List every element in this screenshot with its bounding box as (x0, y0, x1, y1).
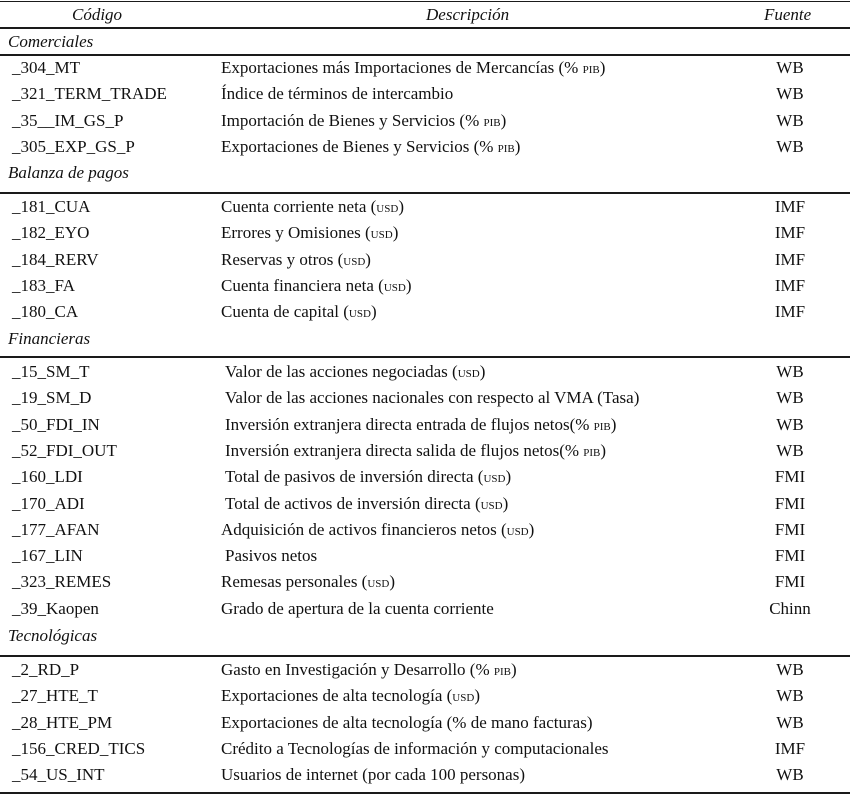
indicator-source: IMF (774, 739, 806, 758)
indicator-source: WB (776, 111, 804, 130)
indicator-source: WB (776, 441, 804, 460)
indicator-source: IMF (774, 302, 806, 321)
category-rule (0, 356, 850, 358)
indicator-source: WB (776, 388, 804, 407)
indicator-source: WB (776, 686, 804, 705)
indicator-code: _323_REMES (12, 572, 112, 591)
unit-label: usd (452, 688, 475, 705)
indicator-code: _184_RERV (12, 250, 99, 269)
indicator-source: FMI (774, 467, 806, 486)
unit-label: usd (383, 278, 406, 295)
unit-label: pib (582, 60, 600, 77)
indicator-description: Índice de términos de intercambio (221, 84, 454, 103)
indicator-description: Crédito a Tecnologías de información y computacionales (221, 739, 609, 758)
unit-label: usd (376, 199, 399, 216)
indicator-code: _181_CUA (12, 197, 91, 216)
header-code: Código (72, 5, 123, 24)
unit-label: usd (457, 364, 480, 381)
indicator-description: Cuenta de capital (usd) (221, 302, 377, 321)
indicator-source: IMF (774, 250, 806, 269)
unit-label: usd (343, 252, 366, 269)
indicator-code: _2_RD_P (12, 660, 80, 679)
indicator-source: IMF (774, 197, 806, 216)
indicator-code: _177_AFAN (12, 520, 100, 539)
indicator-source: WB (776, 84, 804, 103)
indicator-description: Exportaciones más Importaciones de Mercancías (% pib) (221, 58, 606, 77)
category-label: Tecnológicas (8, 626, 98, 645)
indicator-source: WB (776, 137, 804, 156)
indicator-code: _50_FDI_IN (12, 415, 100, 434)
indicator-source: FMI (774, 546, 806, 565)
indicator-code: _35__IM_GS_P (12, 111, 124, 130)
bottom-rule (0, 792, 850, 794)
indicator-source: IMF (774, 276, 806, 295)
unit-label: usd (370, 225, 393, 242)
indicator-description: Valor de las acciones negociadas (usd) (225, 362, 486, 381)
indicator-description: Total de activos de inversión directa (usd) (225, 494, 509, 513)
indicator-description: Usuarios de internet (por cada 100 personas) (221, 765, 526, 784)
indicator-code: _170_ADI (12, 494, 85, 513)
indicator-code: _39_Kaopen (12, 599, 99, 618)
indicator-code: _156_CRED_TICS (12, 739, 146, 758)
indicator-code: _183_FA (12, 276, 75, 295)
indicator-description: Total de pasivos de inversión directa (usd) (225, 467, 512, 486)
unit-label: pib (493, 662, 511, 679)
indicator-source: WB (776, 58, 804, 77)
indicator-description: Exportaciones de Bienes y Servicios (% pib) (221, 137, 521, 156)
category-rule (0, 192, 850, 194)
indicator-source: WB (776, 660, 804, 679)
indicator-code: _304_MT (12, 58, 80, 77)
indicator-description: Valor de las acciones nacionales con respecto al VMA (Tasa) (225, 388, 640, 407)
indicator-description: Adquisición de activos financieros netos (usd) (221, 520, 535, 539)
indicator-code: _180_CA (12, 302, 79, 321)
category-label: Balanza de pagos (8, 163, 129, 182)
indicator-code: _52_FDI_OUT (12, 441, 117, 460)
indicator-source: FMI (774, 572, 806, 591)
category-label: Financieras (8, 329, 91, 348)
indicator-description: Inversión extranjera directa entrada de flujos netos(% pib) (225, 415, 617, 434)
header-source: Fuente (764, 5, 812, 24)
indicator-description: Exportaciones de alta tecnología (% de mano facturas) (221, 713, 593, 732)
indicator-source: IMF (774, 223, 806, 242)
unit-label: pib (593, 417, 611, 434)
category-rule (0, 655, 850, 657)
indicator-description: Inversión extranjera directa salida de flujos netos(% pib) (225, 441, 607, 460)
header-description: Descripción (426, 5, 510, 24)
indicator-description: Reservas y otros (usd) (221, 250, 371, 269)
indicator-code: _28_HTE_PM (12, 713, 113, 732)
indicator-source: FMI (774, 494, 806, 513)
unit-label: pib (483, 113, 501, 130)
unit-label: usd (480, 496, 503, 513)
indicator-code: _160_LDI (12, 467, 83, 486)
indicator-description: Importación de Bienes y Servicios (% pib) (221, 111, 507, 130)
indicator-code: _19_SM_D (12, 388, 92, 407)
indicator-code: _305_EXP_GS_P (12, 137, 135, 156)
indicator-description: Pasivos netos (225, 546, 318, 565)
indicator-source: WB (776, 362, 804, 381)
indicator-source: WB (776, 713, 804, 732)
indicator-description: Cuenta financiera neta (usd) (221, 276, 412, 295)
indicator-description: Remesas personales (usd) (221, 572, 396, 591)
indicator-source: WB (776, 765, 804, 784)
unit-label: usd (367, 574, 390, 591)
indicator-code: _167_LIN (12, 546, 83, 565)
unit-label: pib (583, 443, 601, 460)
indicator-code: _27_HTE_T (12, 686, 98, 705)
indicator-source: Chinn (769, 599, 811, 618)
indicator-source: WB (776, 415, 804, 434)
indicator-code: _54_US_INT (12, 765, 105, 784)
category-label: Comerciales (8, 32, 94, 51)
unit-label: pib (497, 139, 515, 156)
unit-label: usd (483, 469, 506, 486)
indicator-description: Grado de apertura de la cuenta corriente (221, 599, 494, 618)
indicator-description: Errores y Omisiones (usd) (221, 223, 399, 242)
unit-label: usd (348, 304, 371, 321)
indicator-code: _15_SM_T (12, 362, 90, 381)
indicator-description: Cuenta corriente neta (usd) (221, 197, 404, 216)
indicator-source: FMI (774, 520, 806, 539)
indicator-description: Gasto en Investigación y Desarrollo (% pib) (221, 660, 517, 679)
unit-label: usd (506, 522, 529, 539)
category-rule (0, 54, 850, 56)
indicator-description: Exportaciones de alta tecnología (usd) (221, 686, 480, 705)
indicator-code: _321_TERM_TRADE (12, 84, 167, 103)
indicator-code: _182_EYO (12, 223, 90, 242)
